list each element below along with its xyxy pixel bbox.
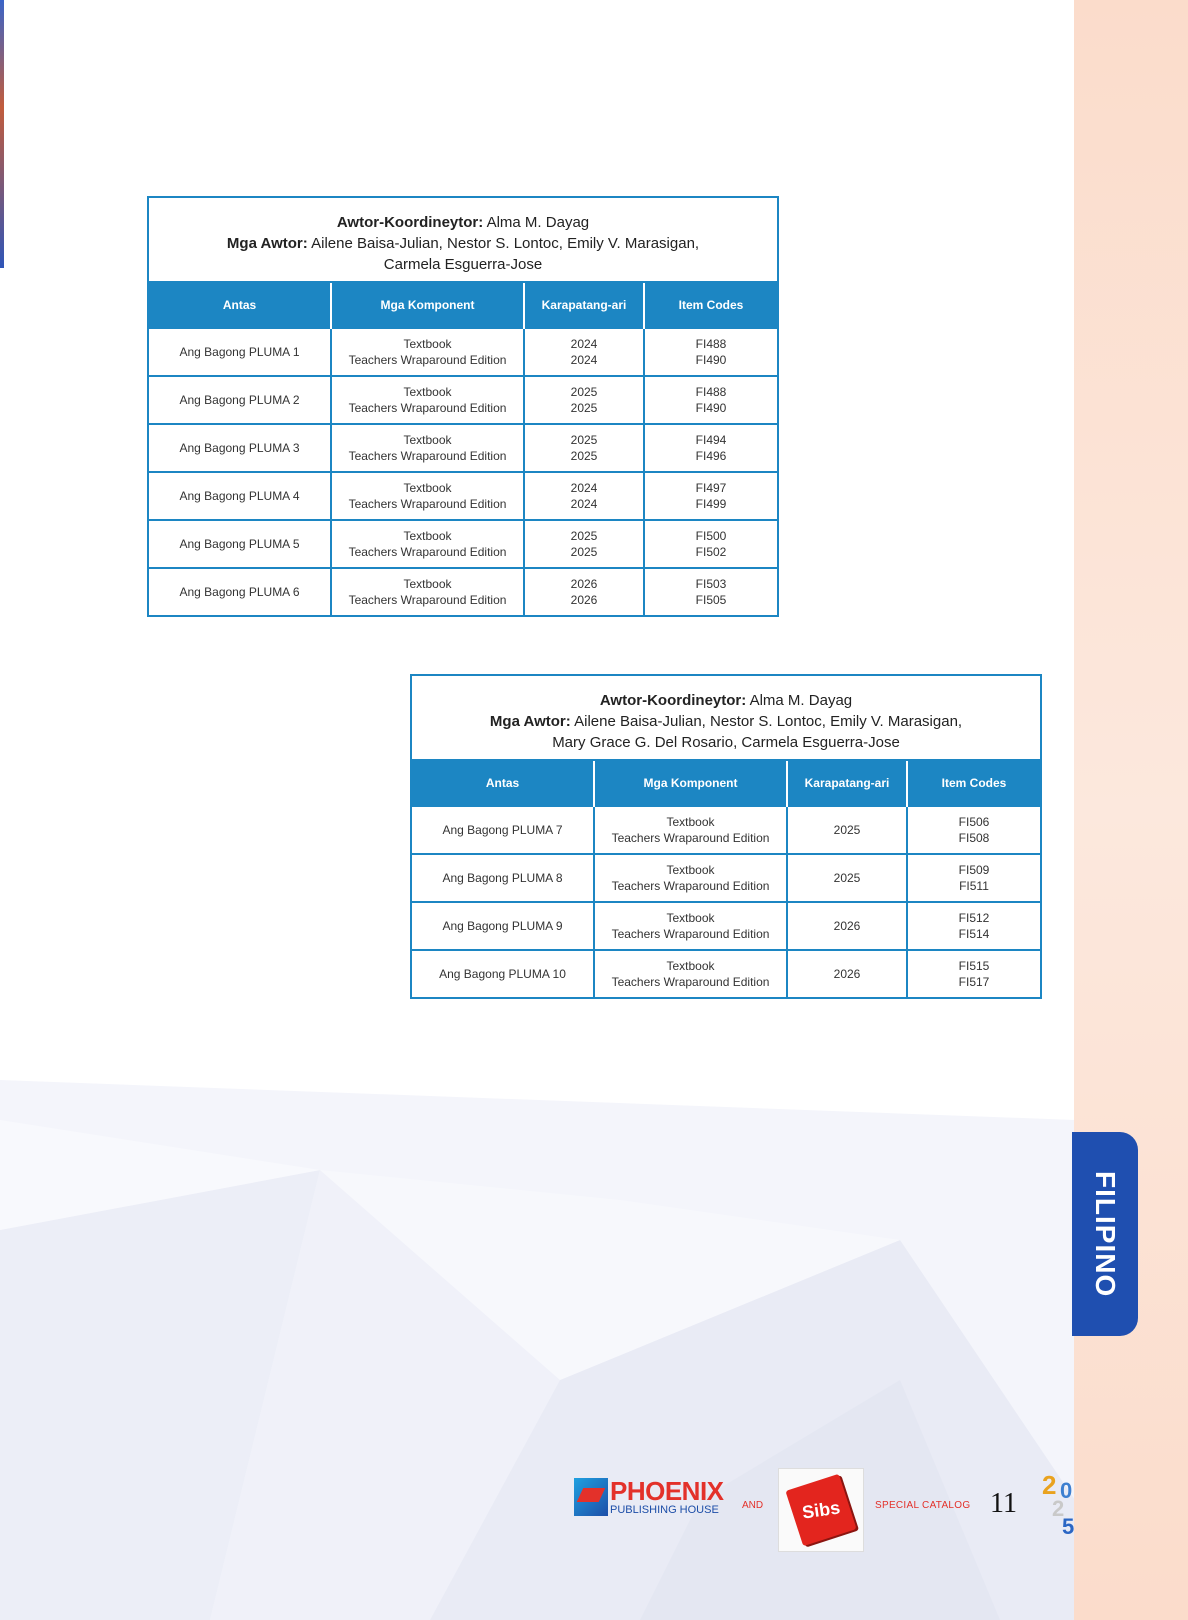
year-line: 2025 [570, 385, 598, 399]
code-line: FI497 [695, 481, 727, 495]
component-cell [594, 950, 787, 997]
table-row [149, 424, 777, 472]
level-cell: Ang Bagong PLUMA 4 [149, 472, 331, 520]
year-line: 2025 [570, 401, 598, 415]
component-line: Textbook [403, 433, 452, 447]
code-cell [644, 520, 777, 568]
phoenix-subtitle: PUBLISHING HOUSE [610, 1504, 719, 1516]
year-line: 2026 [570, 593, 598, 607]
table-row [149, 520, 777, 568]
authors-line: Ailene Baisa-Julian, Nestor S. Lontoc, Emily V. Marasigan, [311, 235, 700, 252]
component-line: Textbook [666, 911, 715, 925]
coordinator-label: Awtor-Koordineytor: [599, 692, 747, 709]
catalog-grid [149, 281, 777, 615]
page-footer [570, 1470, 1110, 1540]
component-cell [331, 328, 524, 376]
component-line: Teachers Wraparound Edition [611, 927, 770, 941]
code-line: FI505 [695, 593, 727, 607]
component-cell [331, 520, 524, 568]
code-cell [644, 376, 777, 424]
left-edge-strip [0, 0, 4, 268]
header-mga-komponent: Mga Komponent [331, 282, 524, 328]
code-line: FI514 [958, 927, 990, 941]
year-line: 2026 [570, 577, 598, 591]
sibs-name: Sibs [800, 1496, 842, 1523]
authors-line: Mary Grace G. Del Rosario, Carmela Esguerra-Jose [552, 734, 900, 751]
code-line: FI494 [695, 433, 727, 447]
header-antas: Antas [149, 282, 331, 328]
year-2025-mark [1042, 1470, 1102, 1550]
table-row [412, 950, 1040, 997]
component-line: Teachers Wraparound Edition [611, 975, 770, 989]
table-credits [149, 198, 777, 281]
right-color-band [1074, 0, 1188, 1620]
code-cell [907, 902, 1040, 950]
component-line: Teachers Wraparound Edition [348, 353, 507, 367]
year-cell [524, 472, 644, 520]
section-tab-label: FILIPINO [1090, 1170, 1121, 1298]
code-line: FI511 [959, 879, 989, 893]
year-line: 2025 [570, 545, 598, 559]
year-cell: 2025 [787, 854, 907, 902]
code-line: FI509 [958, 863, 990, 877]
year-line: 2024 [570, 337, 598, 351]
component-line: Teachers Wraparound Edition [611, 879, 770, 893]
header-karapatang-ari: Karapatang-ari [524, 282, 644, 328]
code-line: FI488 [695, 337, 727, 351]
year-cell [524, 520, 644, 568]
code-cell [907, 806, 1040, 854]
table-row [149, 328, 777, 376]
component-cell [331, 472, 524, 520]
coordinator-name: Alma M. Dayag [486, 214, 590, 231]
year-cell [524, 376, 644, 424]
table-row [149, 568, 777, 615]
component-line: Textbook [403, 529, 452, 543]
header-antas: Antas [412, 760, 594, 806]
level-cell: Ang Bagong PLUMA 6 [149, 568, 331, 615]
level-cell: Ang Bagong PLUMA 3 [149, 424, 331, 472]
level-cell: Ang Bagong PLUMA 7 [412, 806, 594, 854]
level-cell: Ang Bagong PLUMA 10 [412, 950, 594, 997]
section-tab-filipino [1072, 1132, 1138, 1336]
year-line: 2024 [570, 497, 598, 511]
year-cell: 2026 [787, 902, 907, 950]
year-cell [524, 568, 644, 615]
code-line: FI517 [958, 975, 990, 989]
year-cell [524, 328, 644, 376]
code-cell [644, 472, 777, 520]
coordinator-name: Alma M. Dayag [749, 692, 853, 709]
component-cell [594, 806, 787, 854]
component-cell [594, 854, 787, 902]
component-line: Textbook [666, 815, 715, 829]
header-item-codes: Item Codes [644, 282, 777, 328]
code-line: FI515 [958, 959, 990, 973]
header-karapatang-ari: Karapatang-ari [787, 760, 907, 806]
table-header-row [149, 282, 777, 328]
code-line: FI512 [958, 911, 990, 925]
year-digit: 0 [1060, 1478, 1073, 1503]
year-line: 2025 [570, 449, 598, 463]
code-line: FI506 [958, 815, 990, 829]
code-line: FI503 [695, 577, 727, 591]
level-cell: Ang Bagong PLUMA 1 [149, 328, 331, 376]
year-line: 2024 [570, 353, 598, 367]
year-digit: 5 [1062, 1514, 1075, 1539]
component-line: Textbook [403, 337, 452, 351]
code-line: FI496 [695, 449, 727, 463]
code-line: FI490 [695, 401, 727, 415]
code-line: FI499 [695, 497, 727, 511]
component-cell [331, 376, 524, 424]
authors-line: Carmela Esguerra-Jose [383, 256, 543, 273]
component-line: Textbook [403, 481, 452, 495]
component-cell [331, 568, 524, 615]
catalog-grid [412, 759, 1040, 997]
code-line: FI488 [695, 385, 727, 399]
page-number: 11 [990, 1488, 1017, 1519]
sibs-book-icon [785, 1474, 856, 1546]
table-row [149, 376, 777, 424]
component-cell [331, 424, 524, 472]
year-digit: 2 [1042, 1470, 1057, 1500]
component-line: Teachers Wraparound Edition [348, 593, 507, 607]
code-line: FI502 [695, 545, 727, 559]
component-line: Teachers Wraparound Edition [611, 831, 770, 845]
code-cell [907, 854, 1040, 902]
level-cell: Ang Bagong PLUMA 9 [412, 902, 594, 950]
component-cell [594, 902, 787, 950]
year-line: 2024 [570, 481, 598, 495]
header-mga-komponent: Mga Komponent [594, 760, 787, 806]
code-cell [644, 328, 777, 376]
component-line: Textbook [403, 577, 452, 591]
component-line: Textbook [666, 959, 715, 973]
code-cell [907, 950, 1040, 997]
year-cell: 2025 [787, 806, 907, 854]
component-line: Teachers Wraparound Edition [348, 401, 507, 415]
level-cell: Ang Bagong PLUMA 2 [149, 376, 331, 424]
coordinator-label: Awtor-Koordineytor: [336, 214, 484, 231]
table-header-row [412, 760, 1040, 806]
component-line: Textbook [403, 385, 452, 399]
table-row [412, 806, 1040, 854]
code-line: FI508 [958, 831, 990, 845]
year-digit: 2 [1052, 1496, 1065, 1521]
code-cell [644, 424, 777, 472]
authors-label: Mga Awtor: [226, 235, 308, 252]
catalog-table-2 [410, 674, 1042, 999]
catalog-table-1 [147, 196, 779, 617]
phoenix-name: PHOENIX [610, 1476, 724, 1506]
code-line: FI500 [695, 529, 727, 543]
level-cell: Ang Bagong PLUMA 8 [412, 854, 594, 902]
code-cell [644, 568, 777, 615]
authors-label: Mga Awtor: [489, 713, 571, 730]
authors-line: Ailene Baisa-Julian, Nestor S. Lontoc, Emily V. Marasigan, [574, 713, 963, 730]
code-line: FI490 [695, 353, 727, 367]
year-line: 2025 [570, 433, 598, 447]
component-line: Textbook [666, 863, 715, 877]
and-text: AND [742, 1500, 764, 1511]
component-line: Teachers Wraparound Edition [348, 497, 507, 511]
phoenix-bird-icon [574, 1478, 608, 1516]
level-cell: Ang Bagong PLUMA 5 [149, 520, 331, 568]
year-line: 2025 [570, 529, 598, 543]
component-line: Teachers Wraparound Edition [348, 449, 507, 463]
table-row [149, 472, 777, 520]
phoenix-logo [574, 1478, 724, 1516]
table-credits [412, 676, 1040, 759]
table-row [412, 854, 1040, 902]
header-item-codes: Item Codes [907, 760, 1040, 806]
sibs-logo [778, 1468, 864, 1552]
table-row [412, 902, 1040, 950]
year-cell [524, 424, 644, 472]
year-cell: 2026 [787, 950, 907, 997]
special-catalog-label: SPECIAL CATALOG [875, 1500, 971, 1511]
component-line: Teachers Wraparound Edition [348, 545, 507, 559]
